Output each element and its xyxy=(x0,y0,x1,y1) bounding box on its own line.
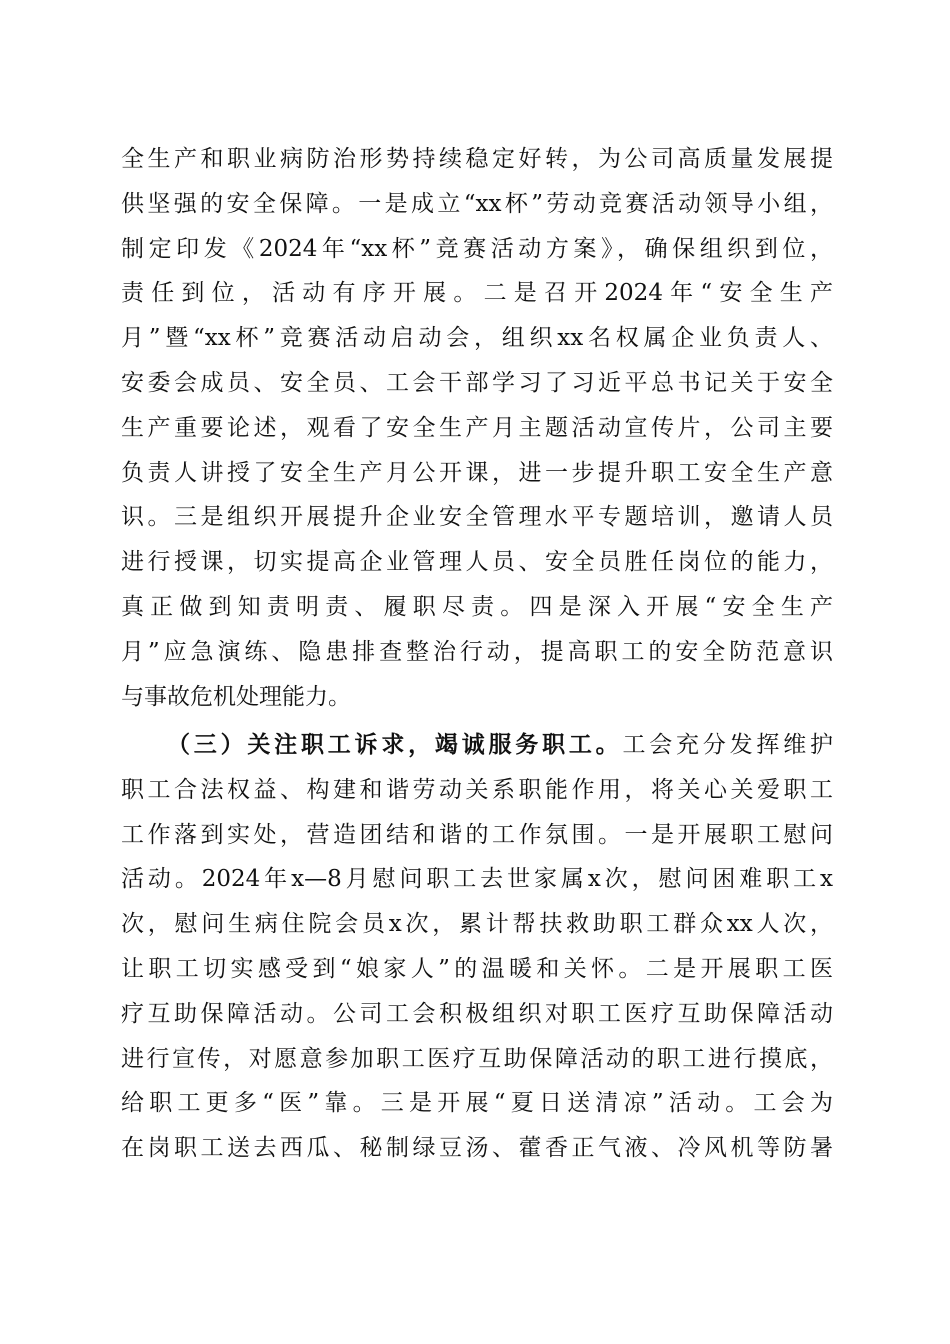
section-heading: （三）关注职工诉求，竭诚服务职工。 xyxy=(167,731,623,758)
paragraph-line: 生产重要论述，观看了安全生产月主题活动宣传片，公司主要 xyxy=(121,414,833,441)
paragraph-line: 疗互助保障活动。公司工会积极组织对职工医疗互助保障活动 xyxy=(121,1000,833,1027)
paragraph-line: 次，慰问生病住院会员x次，累计帮扶救助职工群众xx人次， xyxy=(121,911,833,938)
paragraph-line: 进行宣传，对愿意参加职工医疗互助保障活动的职工进行摸底， xyxy=(121,1045,833,1072)
paragraph-line: 月”暨“xx杯”竞赛活动启动会，组织xx名权属企业负责人、 xyxy=(121,325,833,352)
paragraph-first-line xyxy=(121,723,833,768)
paragraph-line: 工作落到实处，营造团结和谐的工作氛围。一是开展职工慰问 xyxy=(121,821,833,848)
paragraph-line: 真正做到知责明责、履职尽责。四是深入开展“安全生产 xyxy=(121,593,833,620)
paragraph-line: 让职工切实感受到“娘家人”的温暖和关怀。二是开展职工医 xyxy=(121,955,833,982)
paragraph-line: 在岗职工送去西瓜、秘制绿豆汤、藿香正气液、冷风机等防暑 xyxy=(121,1135,833,1162)
paragraph-line: 负责人讲授了安全生产月公开课，进一步提升职工安全生产意 xyxy=(121,459,833,486)
paragraph-safety-production xyxy=(121,137,833,719)
paragraph-employee-service xyxy=(121,723,833,1171)
paragraph-line: 与事故危机处理能力。 xyxy=(121,683,351,710)
paragraph-line: 责任到位，活动有序开展。二是召开2024年“安全生产 xyxy=(121,280,833,307)
paragraph-line: 活动。2024年x—8月慰问职工去世家属x次，慰问困难职工x xyxy=(121,866,833,893)
paragraph-line: 制定印发《2024年“xx杯”竞赛活动方案》，确保组织到位， xyxy=(121,235,833,262)
heading-continuation: 工会充分发挥维护 xyxy=(622,732,834,758)
paragraph-line: 供坚强的安全保障。一是成立“xx杯”劳动竞赛活动领导小组， xyxy=(121,190,833,217)
paragraph-line: 进行授课，切实提高企业管理人员、安全员胜任岗位的能力， xyxy=(121,549,833,576)
paragraph-line: 安委会成员、安全员、工会干部学习了习近平总书记关于安全 xyxy=(121,369,833,396)
paragraph-line: 月”应急演练、隐患排查整治行动，提高职工的安全防范意识 xyxy=(121,638,833,665)
paragraph-line: 职工合法权益、构建和谐劳动关系职能作用，将关心关爱职工 xyxy=(121,776,833,803)
paragraph-line: 给职工更多“医”靠。三是开展“夏日送清凉”活动。工会为 xyxy=(121,1090,833,1117)
paragraph-line: 识。三是组织开展提升企业安全管理水平专题培训，邀请人员 xyxy=(121,504,833,531)
paragraph-line: 全生产和职业病防治形势持续稳定好转，为公司高质量发展提 xyxy=(121,146,833,172)
